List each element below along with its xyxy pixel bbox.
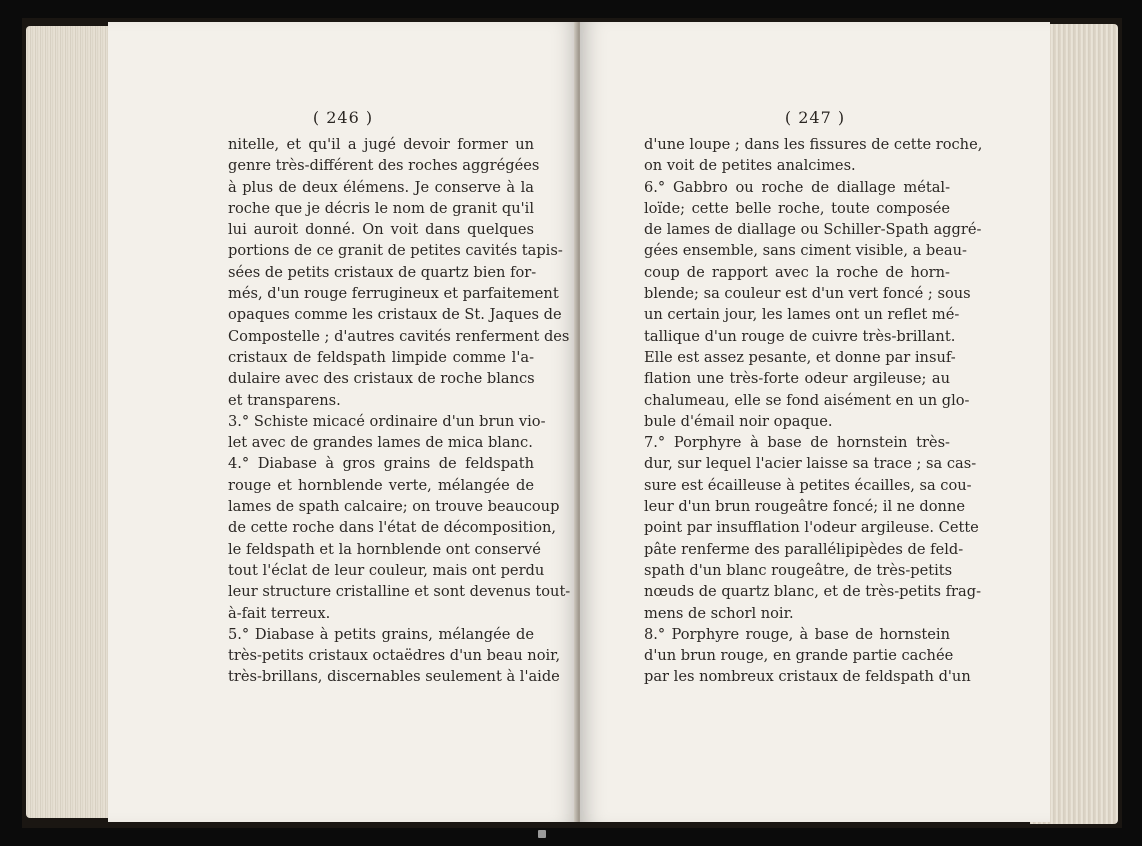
text-line: dur, sur lequel l'acier laisse sa trace ; sa cas-: [644, 455, 977, 473]
text-line: le feldspath et la hornblende ont conservé: [228, 540, 541, 558]
text-line: dulaire avec des cristaux de roche blancs: [228, 370, 535, 388]
text-line: leur d'un brun rougeâtre foncé; il ne donne: [644, 498, 965, 516]
text-line: bule d'émail noir opaque.: [644, 412, 833, 430]
left-page-text: [228, 134, 571, 688]
right-page-number: ( 247 ): [784, 108, 846, 127]
text-line: 4.° Diabase à gros grains de feldspath: [228, 455, 534, 473]
right-page: [580, 22, 1050, 822]
text-line: rouge et hornblende verte, mélangée de: [228, 476, 534, 494]
text-line: coup de rapport avec la roche de horn-: [644, 263, 950, 281]
text-line: 5.° Diabase à petits grains, mélangée de: [228, 625, 534, 643]
scan-mark: [538, 830, 546, 838]
left-page: [108, 22, 578, 822]
left-page-number: ( 246 ): [312, 108, 374, 127]
text-line: spath d'un blanc rougeâtre, de très-petits: [644, 561, 953, 579]
text-line: lui auroit donné. On voit dans quelques: [228, 221, 534, 239]
text-line: point par insufflation l'odeur argileuse. Cette: [644, 519, 979, 537]
text-line: sées de petits cristaux de quartz bien for-: [228, 263, 537, 281]
text-line: flation une très-forte odeur argileuse; au: [644, 370, 950, 388]
text-line: 8.° Porphyre rouge, à base de hornstein: [644, 625, 950, 643]
text-line: 7.° Porphyre à base de hornstein très-: [644, 434, 950, 452]
text-line: chalumeau, elle se fond aisément en un glo-: [644, 391, 970, 409]
text-line: et transparens.: [228, 391, 341, 409]
text-line: blende; sa couleur est d'un vert foncé ; sous: [644, 285, 971, 303]
text-line: d'une loupe ; dans les fissures de cette roche,: [644, 136, 983, 153]
text-line: cristaux de feldspath limpide comme l'a-: [228, 348, 534, 366]
text-line: opaques comme les cristaux de St. Jaques de: [228, 306, 562, 324]
text-line: genre très-différent des roches aggrégées: [228, 157, 540, 175]
text-line: Compostelle ; d'autres cavités renferment des: [228, 327, 570, 345]
text-line: tout l'éclat de leur couleur, mais ont perdu: [228, 561, 545, 579]
text-line: on voit de petites analcimes.: [644, 157, 856, 175]
text-line: 6.° Gabbro ou roche de diallage métal-: [644, 178, 950, 196]
text-line: nœuds de quartz blanc, et de très-petits frag-: [644, 583, 981, 601]
text-line: loïde; cette belle roche, toute composée: [644, 199, 950, 217]
text-line: Elle est assez pesante, et donne par insuf-: [644, 348, 956, 366]
text-line: d'un brun rouge, en grande partie cachée: [644, 647, 954, 665]
text-line: très-petits cristaux octaëdres d'un beau noir,: [228, 647, 561, 665]
text-line: nitelle, et qu'il a jugé devoir former un: [228, 136, 534, 153]
text-line: leur structure cristalline et sont devenus tout-: [228, 583, 571, 601]
left-page-edges: [26, 26, 116, 818]
text-line: à-fait terreux.: [228, 604, 331, 622]
text-line: gées ensemble, sans ciment visible, a beau-: [644, 242, 967, 260]
text-line: à plus de deux élémens. Je conserve à la: [228, 178, 534, 196]
text-line: tallique d'un rouge de cuivre très-brillant.: [644, 327, 956, 345]
text-line: pâte renferme des parallélipipèdes de feld-: [644, 540, 964, 558]
text-line: roche que je décris le nom de granit qu'il: [228, 199, 534, 217]
text-line: lames de spath calcaire; on trouve beaucoup: [228, 498, 560, 516]
text-line: un certain jour, les lames ont un reflet mé-: [644, 306, 960, 324]
right-page-text: [644, 134, 983, 688]
text-line: portions de ce granit de petites cavités tapis-: [228, 242, 563, 260]
text-line: par les nombreux cristaux de feldspath d'un: [644, 668, 971, 686]
text-line: mens de schorl noir.: [644, 604, 794, 622]
text-line: més, d'un rouge ferrugineux et parfaitement: [228, 285, 559, 303]
text-line: de cette roche dans l'état de décomposition,: [228, 519, 557, 537]
text-line: let avec de grandes lames de mica blanc.: [228, 434, 533, 452]
text-line: très-brillans, discernables seulement à l'aide: [228, 668, 560, 686]
text-line: de lames de diallage ou Schiller-Spath aggré-: [644, 221, 982, 239]
text-line: 3.° Schiste micacé ordinaire d'un brun vio-: [228, 412, 546, 430]
text-line: sure est écailleuse à petites écailles, sa cou-: [644, 476, 972, 494]
